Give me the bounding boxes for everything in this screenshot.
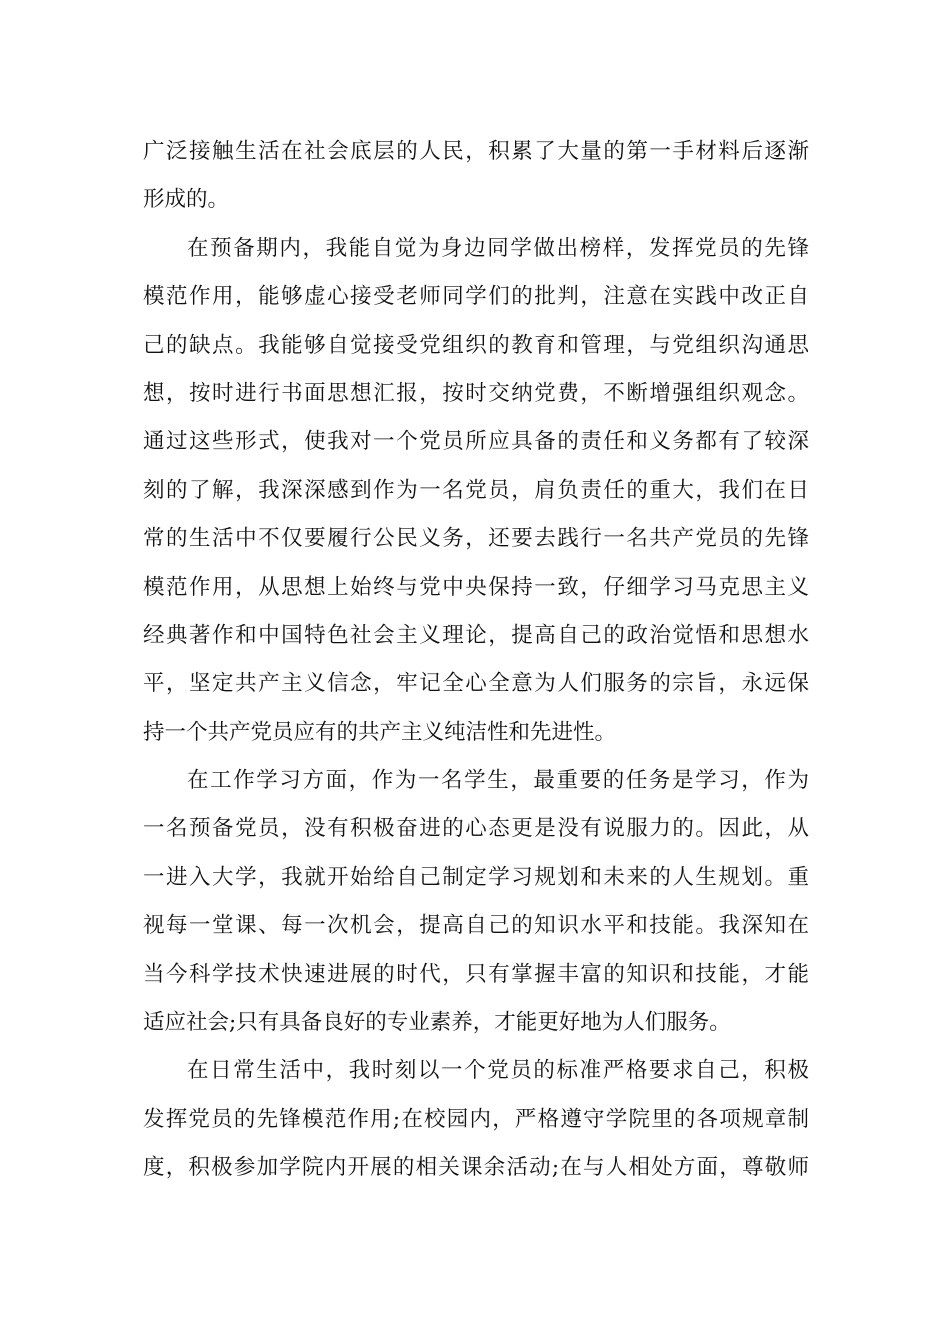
text-line: 刻的了解，我深深感到作为一名党员，肩负责任的重大，我们在日 xyxy=(143,477,809,503)
text-line: 视每一堂课、每一次机会，提高自己的知识水平和技能。我深知在 xyxy=(143,913,809,939)
text-line: 经典著作和中国特色社会主义理论，提高自己的政治觉悟和思想水 xyxy=(143,622,809,648)
paragraph-first-line: 在日常生活中，我时刻以一个党员的标准严格要求自己，积极 xyxy=(187,1058,809,1084)
text-line: 发挥党员的先锋模范作用;在校园内，严格遵守学院里的各项规章制 xyxy=(143,1106,809,1132)
paragraph-first-line: 在预备期内，我能自觉为身边同学做出榜样，发挥党员的先锋 xyxy=(187,235,809,261)
text-line: 适应社会;只有具备良好的专业素养，才能更好地为人们服务。 xyxy=(143,1010,731,1036)
text-line: 想，按时进行书面思想汇报，按时交纳党费，不断增强组织观念。 xyxy=(143,380,809,406)
text-line: 通过这些形式，使我对一个党员所应具备的责任和义务都有了较深 xyxy=(143,429,809,455)
text-line: 广泛接触生活在社会底层的人民，积累了大量的第一手材料后逐渐 xyxy=(143,139,809,164)
text-line: 一进入大学，我就开始给自己制定学习规划和未来的人生规划。重 xyxy=(143,864,809,890)
text-line: 持一个共产党员应有的共产主义纯洁性和先进性。 xyxy=(143,719,617,745)
paragraph-first-line: 在工作学习方面，作为一名学生，最重要的任务是学习，作为 xyxy=(187,768,809,794)
text-line: 模范作用，能够虚心接受老师同学们的批判，注意在实践中改正自 xyxy=(143,284,809,310)
text-line: 一名预备党员，没有积极奋进的心态更是没有说服力的。因此，从 xyxy=(143,816,809,842)
text-line: 平，坚定共产主义信念，牢记全心全意为人们服务的宗旨，永远保 xyxy=(143,671,809,697)
text-line: 当今科学技术快速进展的时代，只有掌握丰富的知识和技能，才能 xyxy=(143,961,809,987)
text-line: 形成的。 xyxy=(143,187,230,213)
text-line: 模范作用，从思想上始终与党中央保持一致，仔细学习马克思主义 xyxy=(143,574,809,600)
text-line: 常的生活中不仅要履行公民义务，还要去践行一名共产党员的先锋 xyxy=(143,526,809,552)
text-line: 己的缺点。我能够自觉接受党组织的教育和管理，与党组织沟通思 xyxy=(143,332,809,358)
text-line: 度，积极参加学院内开展的相关课余活动;在与人相处方面，尊敬师 xyxy=(143,1155,809,1181)
document-body xyxy=(143,128,809,1193)
